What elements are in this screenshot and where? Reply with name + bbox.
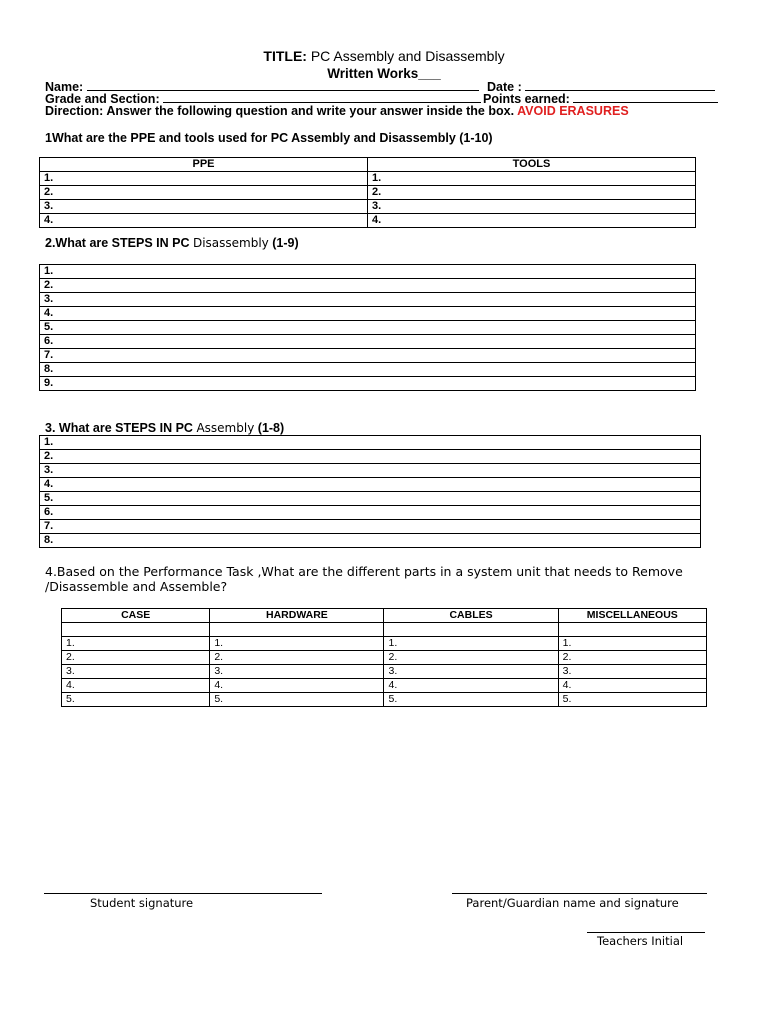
tools-cell[interactable]: 4. — [368, 214, 696, 228]
avoid-erasures-warning: AVOID ERASURES — [517, 104, 629, 118]
question-2-topic: Disassembly — [192, 236, 269, 250]
title-text: PC Assembly and Disassembly — [310, 48, 505, 64]
direction-instruction: Direction: Answer the following question and write your answer inside the box. — [45, 104, 515, 118]
teacher-initial-line[interactable] — [587, 932, 705, 933]
student-signature-label: Student signature — [90, 896, 194, 910]
hardware-cell[interactable]: 1. — [210, 637, 384, 651]
miscellaneous-cell[interactable]: 2. — [558, 651, 706, 665]
direction-text — [45, 104, 629, 118]
hardware-cell[interactable]: 5. — [210, 693, 384, 707]
cables-cell[interactable]: 1. — [384, 637, 558, 651]
step-row[interactable]: 9. — [40, 377, 696, 391]
page-title — [0, 48, 768, 64]
step-row[interactable]: 7. — [40, 349, 696, 363]
miscellaneous-cell[interactable]: 1. — [558, 637, 706, 651]
ppe-header: PPE — [40, 158, 368, 172]
assembly-steps-table — [39, 435, 701, 548]
step-row[interactable]: 5. — [40, 321, 696, 335]
blank-cell[interactable] — [384, 623, 558, 637]
case-cell[interactable]: 5. — [62, 693, 210, 707]
parent-signature-line[interactable] — [452, 893, 707, 894]
system-unit-parts-table — [61, 608, 707, 707]
blank-cell[interactable] — [210, 623, 384, 637]
blank-cell[interactable] — [62, 623, 210, 637]
question-3-topic: Assembly — [196, 421, 255, 435]
tools-cell[interactable]: 1. — [368, 172, 696, 186]
case-cell[interactable]: 1. — [62, 637, 210, 651]
case-cell[interactable]: 3. — [62, 665, 210, 679]
step-row[interactable]: 7. — [40, 520, 701, 534]
grade-section-label: Grade and Section: — [45, 92, 160, 106]
question-2 — [45, 236, 299, 250]
hardware-cell[interactable]: 3. — [210, 665, 384, 679]
question-1: 1What are the PPE and tools used for PC Assembly and Disassembly (1-10) — [45, 131, 493, 145]
cables-header: CABLES — [384, 609, 558, 623]
step-row[interactable]: 4. — [40, 307, 696, 321]
question-3-prefix: 3. What are STEPS IN PC — [45, 421, 193, 435]
written-works-heading: Written Works___ — [327, 66, 441, 81]
points-line — [573, 91, 718, 103]
step-row[interactable]: 8. — [40, 363, 696, 377]
step-row[interactable]: 6. — [40, 506, 701, 520]
points-label: Points earned: — [483, 92, 570, 106]
ppe-cell[interactable]: 4. — [40, 214, 368, 228]
grade-section-line — [163, 91, 481, 103]
miscellaneous-cell[interactable]: 5. — [558, 693, 706, 707]
hardware-cell[interactable]: 4. — [210, 679, 384, 693]
date-line — [525, 79, 715, 91]
date-label: Date : — [487, 80, 522, 94]
disassembly-steps-table — [39, 264, 696, 391]
step-row[interactable]: 3. — [40, 293, 696, 307]
question-3-range: (1-8) — [257, 421, 285, 435]
ppe-tools-table — [39, 157, 696, 228]
step-row[interactable]: 5. — [40, 492, 701, 506]
name-label: Name: — [45, 80, 84, 94]
cables-cell[interactable]: 3. — [384, 665, 558, 679]
step-row[interactable]: 8. — [40, 534, 701, 548]
ppe-cell[interactable]: 1. — [40, 172, 368, 186]
hardware-header: HARDWARE — [210, 609, 384, 623]
step-row[interactable]: 2. — [40, 279, 696, 293]
step-row[interactable]: 3. — [40, 464, 701, 478]
step-row[interactable]: 6. — [40, 335, 696, 349]
tools-header: TOOLS — [368, 158, 696, 172]
step-row[interactable]: 4. — [40, 478, 701, 492]
ppe-cell[interactable]: 3. — [40, 200, 368, 214]
name-line — [87, 79, 479, 91]
question-4: 4.Based on the Performance Task ,What are the different parts in a system unit that needs to Remove /Disassemble and Assemble? — [45, 564, 683, 594]
case-header: CASE — [62, 609, 210, 623]
tools-cell[interactable]: 3. — [368, 200, 696, 214]
blank-cell[interactable] — [558, 623, 706, 637]
tools-cell[interactable]: 2. — [368, 186, 696, 200]
ppe-cell[interactable]: 2. — [40, 186, 368, 200]
hardware-cell[interactable]: 2. — [210, 651, 384, 665]
step-row[interactable]: 2. — [40, 450, 701, 464]
cables-cell[interactable]: 4. — [384, 679, 558, 693]
question-2-prefix: 2.What are STEPS IN PC — [45, 236, 190, 250]
case-cell[interactable]: 4. — [62, 679, 210, 693]
step-row[interactable]: 1. — [40, 436, 701, 450]
miscellaneous-cell[interactable]: 3. — [558, 665, 706, 679]
cables-cell[interactable]: 2. — [384, 651, 558, 665]
teacher-initial-label: Teachers Initial — [597, 934, 684, 948]
question-3 — [45, 421, 284, 435]
miscellaneous-cell[interactable]: 4. — [558, 679, 706, 693]
miscellaneous-header: MISCELLANEOUS — [558, 609, 706, 623]
step-row[interactable]: 1. — [40, 265, 696, 279]
student-signature-line[interactable] — [44, 893, 322, 894]
case-cell[interactable]: 2. — [62, 651, 210, 665]
cables-cell[interactable]: 5. — [384, 693, 558, 707]
parent-signature-label: Parent/Guardian name and signature — [466, 896, 679, 910]
question-2-range: (1-9) — [272, 236, 299, 250]
title-label: TITLE: — [263, 48, 307, 64]
